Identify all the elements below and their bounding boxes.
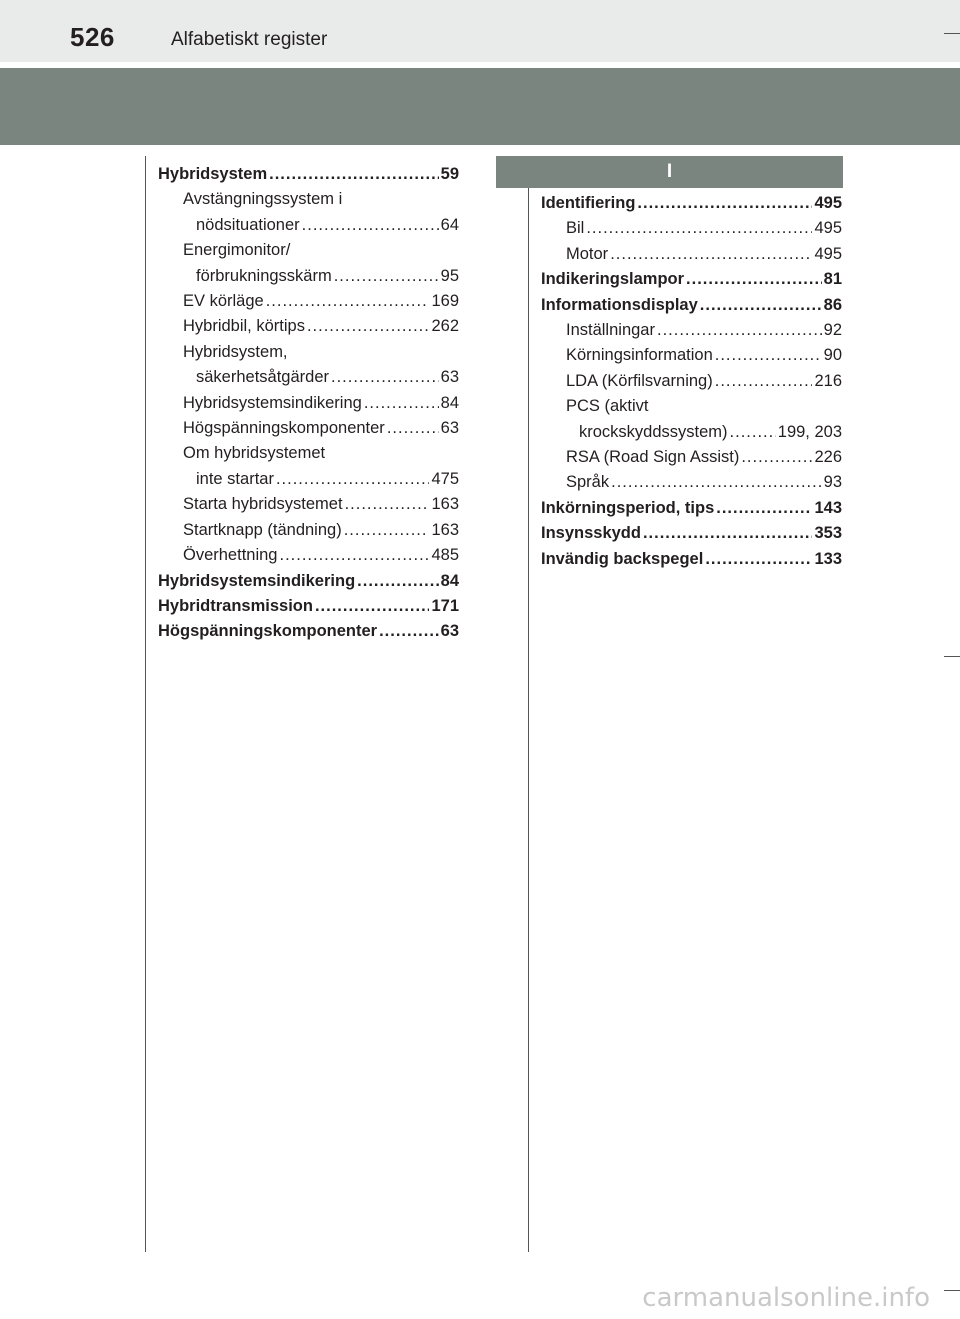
crop-mark xyxy=(944,1290,960,1291)
index-entry xyxy=(158,187,459,238)
index-entry-label: Språk xyxy=(566,473,610,492)
index-entry xyxy=(541,394,842,445)
index-entry-page: 63 xyxy=(440,622,459,641)
dot-leader xyxy=(302,213,439,238)
index-entry-page: 485 xyxy=(431,546,459,565)
index-entry-label: Hybridsystemsindikering xyxy=(183,393,362,412)
index-entry-page: 495 xyxy=(814,194,842,212)
index-entry-label-line: Energimonitor/ xyxy=(183,241,291,260)
index-entry xyxy=(158,441,459,492)
index-entry xyxy=(541,343,842,368)
decorative-band xyxy=(0,68,960,145)
index-entry-label: Högspänningskomponenter xyxy=(158,622,378,641)
index-entry-page: 59 xyxy=(440,165,459,183)
index-entry xyxy=(158,162,459,187)
index-entry-page: 171 xyxy=(431,596,459,615)
dot-leader xyxy=(387,416,439,441)
letter-heading: I xyxy=(496,156,843,188)
index-entry xyxy=(158,391,459,416)
index-entry-label: Bil xyxy=(566,219,585,238)
index-entry-label: Informationsdisplay xyxy=(541,295,698,314)
index-entry-page: 90 xyxy=(823,346,842,365)
index-entry-label: Hybridbil, körtips xyxy=(183,317,305,336)
index-entry-label: Starta hybridsystemet xyxy=(183,495,343,514)
dot-leader xyxy=(611,470,822,495)
index-entry xyxy=(541,191,842,216)
crop-mark xyxy=(944,656,960,657)
index-entry xyxy=(158,569,459,594)
index-entry xyxy=(541,521,842,546)
header-bar xyxy=(0,0,960,62)
dot-leader xyxy=(716,496,812,521)
dot-leader xyxy=(657,318,822,343)
dot-leader xyxy=(364,391,439,416)
index-entry-label: Inställningar xyxy=(566,321,655,340)
index-entry-page: 81 xyxy=(823,270,842,289)
index-entry-label: EV körläge xyxy=(183,292,264,311)
index-entry-label: inte startar xyxy=(196,469,274,488)
dot-leader xyxy=(686,267,822,292)
dot-leader xyxy=(344,518,430,543)
dot-leader xyxy=(357,569,438,594)
index-entry xyxy=(158,289,459,314)
section-title: Alfabetiskt register xyxy=(171,29,328,50)
index-entry-label-line: Hybridsystem, xyxy=(183,342,288,361)
index-entry-page: 169 xyxy=(431,292,459,311)
index-entry-page: 495 xyxy=(814,219,842,238)
index-entry-label: säkerhetsåtgärder xyxy=(196,368,329,387)
index-entry-label: Indikeringslampor xyxy=(541,270,685,289)
index-entry xyxy=(541,216,842,241)
index-entry xyxy=(158,314,459,339)
dot-leader xyxy=(730,420,776,445)
index-entry-page: 226 xyxy=(814,448,842,467)
index-entry-page: 93 xyxy=(823,473,842,492)
index-entry-page: 86 xyxy=(823,295,842,314)
index-column-left xyxy=(158,162,459,645)
index-entry xyxy=(158,619,459,644)
dot-leader xyxy=(266,289,430,314)
column-divider-right xyxy=(528,156,529,1252)
dot-leader xyxy=(643,521,813,546)
index-entry-page: 63 xyxy=(440,368,459,387)
index-entry xyxy=(541,496,842,521)
watermark: carmanualsonline.info xyxy=(642,1283,930,1313)
index-entry-label: Invändig backspegel xyxy=(541,549,704,568)
index-entry-page: 84 xyxy=(440,393,459,412)
dot-leader xyxy=(637,191,812,216)
index-column-right xyxy=(541,191,842,572)
index-entry xyxy=(541,293,842,318)
index-entry-label: nödsituationer xyxy=(196,215,300,234)
dot-leader xyxy=(279,543,429,568)
index-entry xyxy=(158,543,459,568)
index-entry-label: förbrukningsskärm xyxy=(196,266,332,285)
index-entry-page: 64 xyxy=(440,215,459,234)
index-entry-label: Inkörningsperiod, tips xyxy=(541,498,715,517)
index-entry-page: 475 xyxy=(431,469,459,488)
dot-leader xyxy=(379,619,439,644)
dot-leader xyxy=(705,547,812,572)
index-entry-label: Startknapp (tändning) xyxy=(183,520,342,539)
dot-leader xyxy=(610,242,812,267)
index-entry-label: Motor xyxy=(566,244,609,263)
index-entry xyxy=(158,416,459,441)
index-entry-label-line: Avstängningssystem i xyxy=(183,190,343,209)
crop-mark xyxy=(944,33,960,34)
index-entry-label: Hybridsystem xyxy=(158,165,268,183)
index-entry xyxy=(541,369,842,394)
dot-leader xyxy=(345,492,430,517)
index-entry xyxy=(541,242,842,267)
index-entry-page: 133 xyxy=(814,549,842,568)
dot-leader xyxy=(269,162,439,187)
index-entry-label: Överhettning xyxy=(183,546,278,565)
index-entry-label: krockskyddssystem) xyxy=(579,422,728,441)
index-entry-page: 92 xyxy=(823,321,842,340)
index-entry-label: Hybridsystemsindikering xyxy=(158,571,356,590)
index-entry xyxy=(158,492,459,517)
dot-leader xyxy=(741,445,812,470)
index-entry-page: 199, 203 xyxy=(777,422,842,441)
index-entry-page: 353 xyxy=(814,524,842,543)
dot-leader xyxy=(276,467,430,492)
index-entry xyxy=(158,518,459,543)
column-divider-left xyxy=(145,156,146,1252)
index-entry xyxy=(541,470,842,495)
index-entry-page: 143 xyxy=(814,498,842,517)
index-entry-label: Högspänningskomponenter xyxy=(183,419,385,438)
index-entry-label-line: Om hybridsystemet xyxy=(183,444,326,463)
index-entry xyxy=(158,594,459,619)
dot-leader xyxy=(307,314,430,339)
index-entry-label: Identifiering xyxy=(541,194,636,212)
index-entry xyxy=(541,318,842,343)
index-entry-label: Insynsskydd xyxy=(541,524,641,543)
dot-leader xyxy=(331,365,439,390)
index-entry-page: 163 xyxy=(431,520,459,539)
index-entry xyxy=(541,445,842,470)
index-entry-label-line: PCS (aktivt xyxy=(566,397,649,416)
page-number: 526 xyxy=(70,22,115,52)
index-entry-page: 84 xyxy=(440,571,459,590)
index-entry xyxy=(158,340,459,391)
dot-leader xyxy=(334,264,439,289)
index-entry-label: LDA (Körfilsvarning) xyxy=(566,371,713,390)
index-entry-label: RSA (Road Sign Assist) xyxy=(566,448,740,467)
dot-leader xyxy=(715,343,822,368)
index-entry-label: Körningsinformation xyxy=(566,346,713,365)
index-entry-page: 495 xyxy=(814,244,842,263)
index-entry-page: 63 xyxy=(440,419,459,438)
dot-leader xyxy=(315,594,430,619)
dot-leader xyxy=(586,216,812,241)
index-entry xyxy=(158,238,459,289)
dot-leader xyxy=(700,293,822,318)
index-entry-page: 163 xyxy=(431,495,459,514)
index-entry-page: 262 xyxy=(431,317,459,336)
dot-leader xyxy=(715,369,813,394)
index-entry xyxy=(541,547,842,572)
index-entry xyxy=(541,267,842,292)
index-entry-page: 95 xyxy=(440,266,459,285)
index-entry-page: 216 xyxy=(814,371,842,390)
index-entry-label: Hybridtransmission xyxy=(158,596,313,615)
